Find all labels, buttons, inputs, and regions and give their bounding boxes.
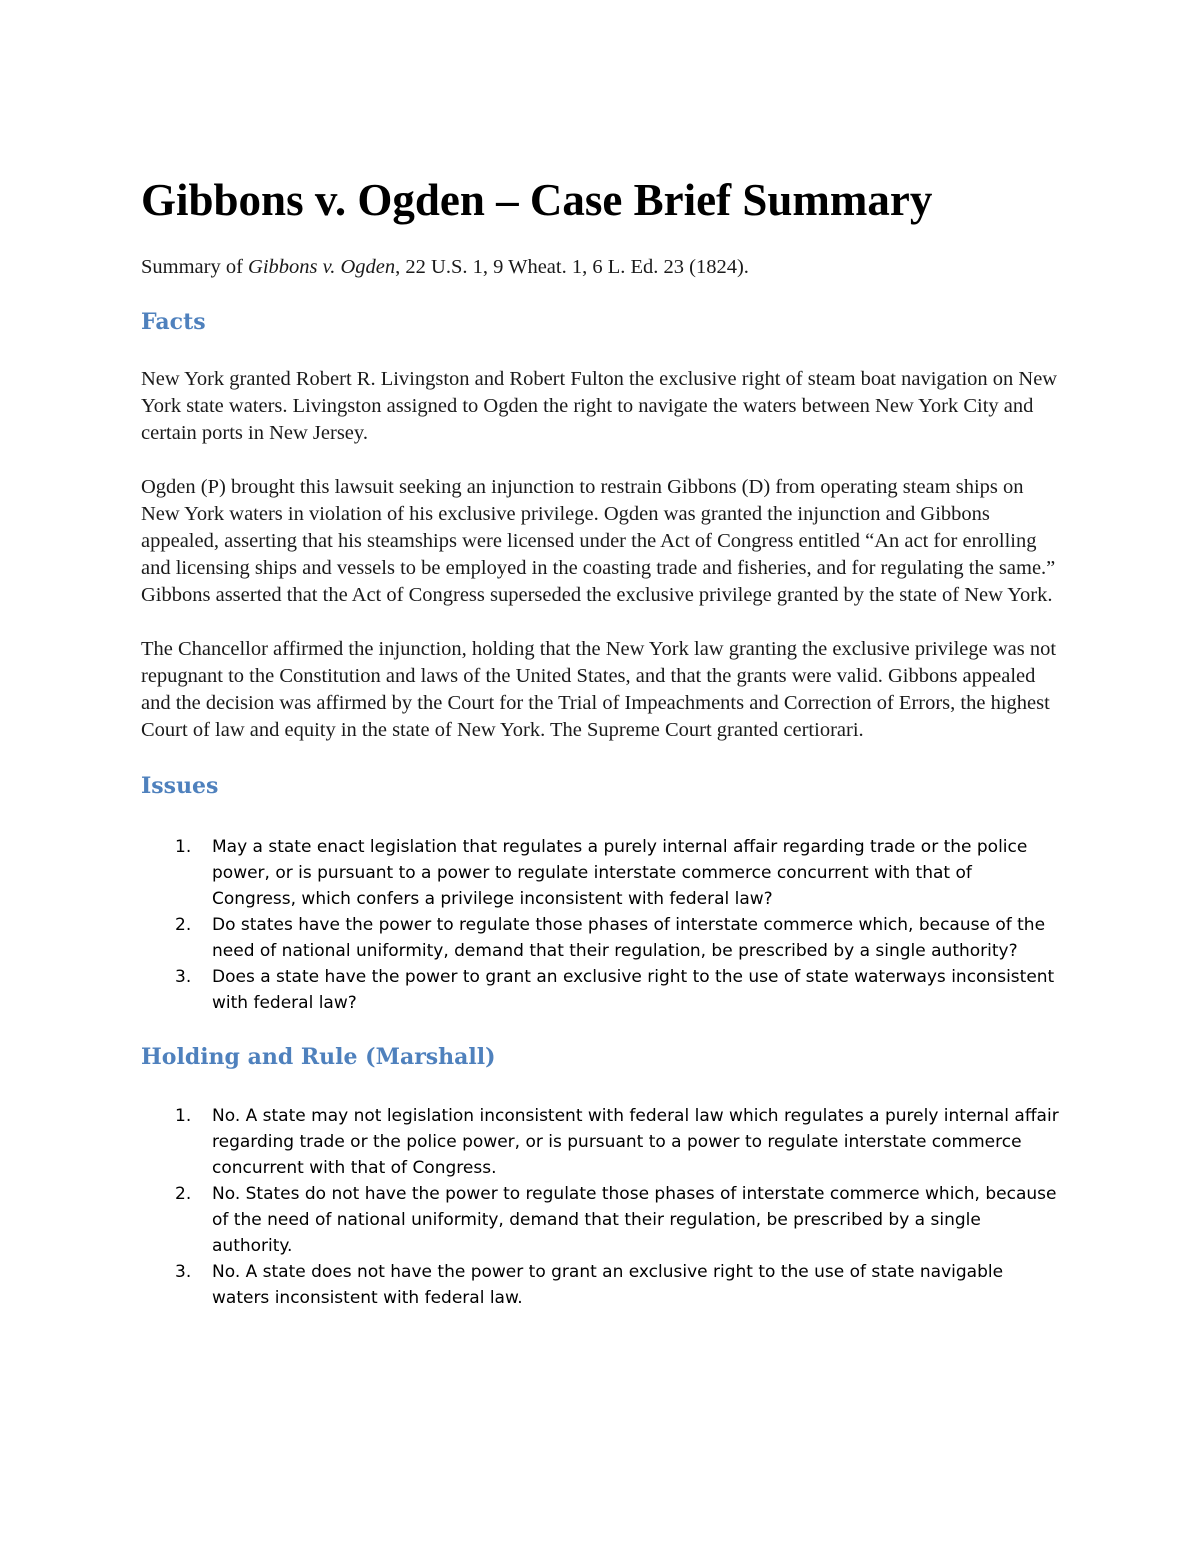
facts-paragraph: New York granted Robert R. Livingston and Robert Fulton the exclusive right of steam boat navigation on New York state waters. Livingston assigned to Ogden the right to navigate the waters between New York City and certain ports in New Jersey. — [141, 368, 1058, 444]
citation-suffix: , 22 U.S. 1, 9 Wheat. 1, 6 L. Ed. 23 (1824). — [395, 256, 749, 278]
issue-text: May a state enact legislation that regulates a purely internal affair regarding trade or the police power, or is pursuant to a power to regulate interstate commerce concurrent with that of Congress, which confers a privilege inconsistent with federal law? — [212, 837, 1028, 909]
holding-item — [141, 1103, 1061, 1181]
holding-text: No. States do not have the power to regulate those phases of interstate commerce which, because of the need of national uniformity, demand that their regulation, be prescribed by a single authority. — [212, 1184, 1057, 1256]
holding-item — [141, 1259, 1061, 1311]
holding-list — [141, 1103, 1061, 1311]
holding-text: No. A state may not legislation inconsistent with federal law which regulates a purely internal affair regarding trade or the police power, or is pursuant to a power to regulate interstate commerce concurrent with that of Congress. — [212, 1106, 1059, 1178]
holding-number: 1. — [175, 1106, 192, 1126]
citation-prefix: Summary of — [141, 256, 249, 278]
issue-item — [141, 964, 1061, 1016]
issue-item — [141, 912, 1061, 964]
facts-heading: Facts — [141, 309, 206, 335]
issues-list — [141, 834, 1061, 1016]
facts-paragraph: Ogden (P) brought this lawsuit seeking an injunction to restrain Gibbons (D) from operating steam ships on New York waters in violation of his exclusive privilege. Ogden was granted the injunction and Gibbons appealed, asserting that his steamships were licensed under the Act of Congress entitled “An act for enrolling and licensing ships and vessels to be employed in the coasting trade and fisheries, and for regulating the same.” Gibbons asserted that the Act of Congress superseded the exclusive privilege granted by the state of New York. — [141, 476, 1056, 606]
citation-case-name: Gibbons v. Ogden — [248, 256, 396, 278]
holding-number: 3. — [175, 1262, 192, 1282]
issue-item — [141, 834, 1061, 912]
case-citation — [141, 254, 1061, 281]
issues-heading: Issues — [141, 773, 219, 799]
issue-number: 3. — [175, 967, 192, 987]
document-content — [141, 170, 1061, 1311]
issue-text: Do states have the power to regulate those phases of interstate commerce which, because of the need of national uniformity, demand that their regulation, be prescribed by a single authority? — [212, 915, 1046, 961]
issue-text: Does a state have the power to grant an exclusive right to the use of state waterways inconsistent with federal law? — [212, 967, 1055, 1013]
holding-number: 2. — [175, 1184, 192, 1204]
issue-number: 2. — [175, 915, 192, 935]
holding-text: No. A state does not have the power to grant an exclusive right to the use of state navigable waters inconsistent with federal law. — [212, 1262, 1004, 1308]
holding-item — [141, 1181, 1061, 1259]
facts-paragraph: The Chancellor affirmed the injunction, holding that the New York law granting the exclusive privilege was not repugnant to the Constitution and laws of the United States, and that the grants were valid. Gibbons appealed and the decision was affirmed by the Court for the Trial of Impeachments and Correction of Errors, the highest Court of law and equity in the state of New York. The Supreme Court granted certiorari. — [141, 638, 1057, 741]
document-title: Gibbons v. Ogden – Case Brief Summary — [141, 175, 933, 225]
holding-heading: Holding and Rule (Marshall) — [141, 1044, 496, 1070]
issue-number: 1. — [175, 837, 192, 857]
